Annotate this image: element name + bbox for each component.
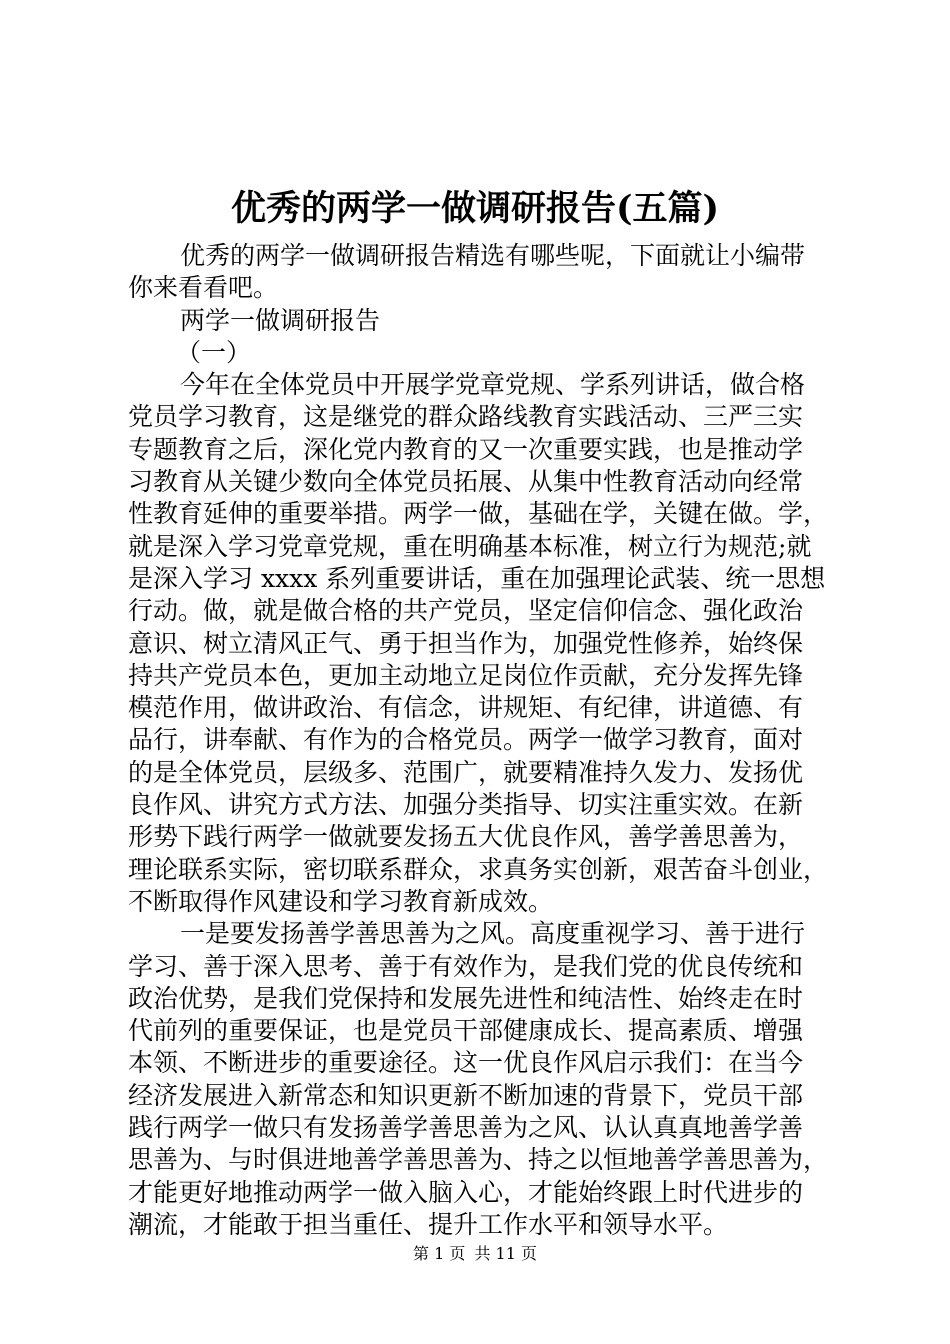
body-line: 习教育从关键少数向全体党员拓展、从集中性教育活动向经常 <box>128 467 804 497</box>
body-line: 品行，讲奉献、有作为的合格党员。两学一做学习教育，面对 <box>128 725 804 755</box>
body-line: 行动。做，就是做合格的共产党员，坚定信仰信念、强化政治 <box>128 596 804 626</box>
section-number: （一） <box>176 337 252 367</box>
body-line: 党员学习教育，这是继党的群众路线教育实践活动、三严三实 <box>128 402 804 432</box>
body-line: 是深入学习 xxxx 系列重要讲话，重在加强理论武装、统一思想 <box>128 563 826 593</box>
body-line: 政治优势，是我们党保持和发展先进性和纯洁性、始终走在时 <box>128 983 804 1013</box>
document-body <box>128 240 848 1241</box>
body-line: 今年在全体党员中开展学党章党规、学系列讲话，做合格 <box>180 370 806 400</box>
page-number: 第 1 页 <box>413 1244 466 1263</box>
body-line: 形势下践行两学一做就要发扬五大优良作风，善学善思善为， <box>128 822 804 852</box>
body-line: 践行两学一做只有发扬善学善思善为之风、认认真真地善学善 <box>128 1113 804 1143</box>
body-line: 性教育延伸的重要举措。两学一做，基础在学，关键在做。学， <box>128 499 829 529</box>
body-line: 经济发展进入新常态和知识更新不断加速的背景下，党员干部 <box>128 1080 804 1110</box>
page-total: 共 11 页 <box>474 1244 537 1263</box>
body-line: 一是要发扬善学善思善为之风。高度重视学习、善于进行 <box>180 919 806 949</box>
body-line: 良作风、讲究方式方法、加强分类指导、切实注重实效。在新 <box>128 790 804 820</box>
body-line: 持共产党员本色，更加主动地立足岗位作贡献，充分发挥先锋 <box>128 660 804 690</box>
document-title: 优秀的两学一做调研报告(五篇) <box>230 188 720 229</box>
section-heading: 两学一做调研报告 <box>180 305 381 335</box>
body-line: 模范作用，做讲政治、有信念，讲规矩、有纪律，讲道德、有 <box>128 693 804 723</box>
body-line: 意识、树立清风正气、勇于担当作为，加强党性修养，始终保 <box>128 628 804 658</box>
body-line: 就是深入学习党章党规，重在明确基本标准，树立行为规范;就 <box>128 531 812 561</box>
body-line: 的是全体党员，层级多、范围广，就要精准持久发力、发扬优 <box>128 757 804 787</box>
body-line: 学习、善于深入思考、善于有效作为，是我们党的优良传统和 <box>128 951 804 981</box>
body-line: 理论联系实际，密切联系群众，求真务实创新，艰苦奋斗创业， <box>128 854 829 884</box>
page-footer <box>0 1244 950 1264</box>
body-line: 本领、不断进步的重要途径。这一优良作风启示我们：在当今 <box>128 1048 804 1078</box>
body-line: 不断取得作风建设和学习教育新成效。 <box>128 886 554 916</box>
body-line: 你来看看吧。 <box>128 273 279 303</box>
body-line: 代前列的重要保证，也是党员干部健康成长、提高素质、增强 <box>128 1016 804 1046</box>
body-line: 专题教育之后，深化党内教育的又一次重要实践，也是推动学 <box>128 434 804 464</box>
body-line: 思善为、与时俱进地善学善思善为、持之以恒地善学善思善为， <box>128 1145 829 1175</box>
body-line: 优秀的两学一做调研报告精选有哪些呢，下面就让小编带 <box>180 241 806 270</box>
body-line: 潮流，才能敢于担当重任、提升工作水平和领导水平。 <box>128 1209 729 1239</box>
body-line: 才能更好地推动两学一做入脑入心，才能始终跟上时代进步的 <box>128 1177 804 1207</box>
